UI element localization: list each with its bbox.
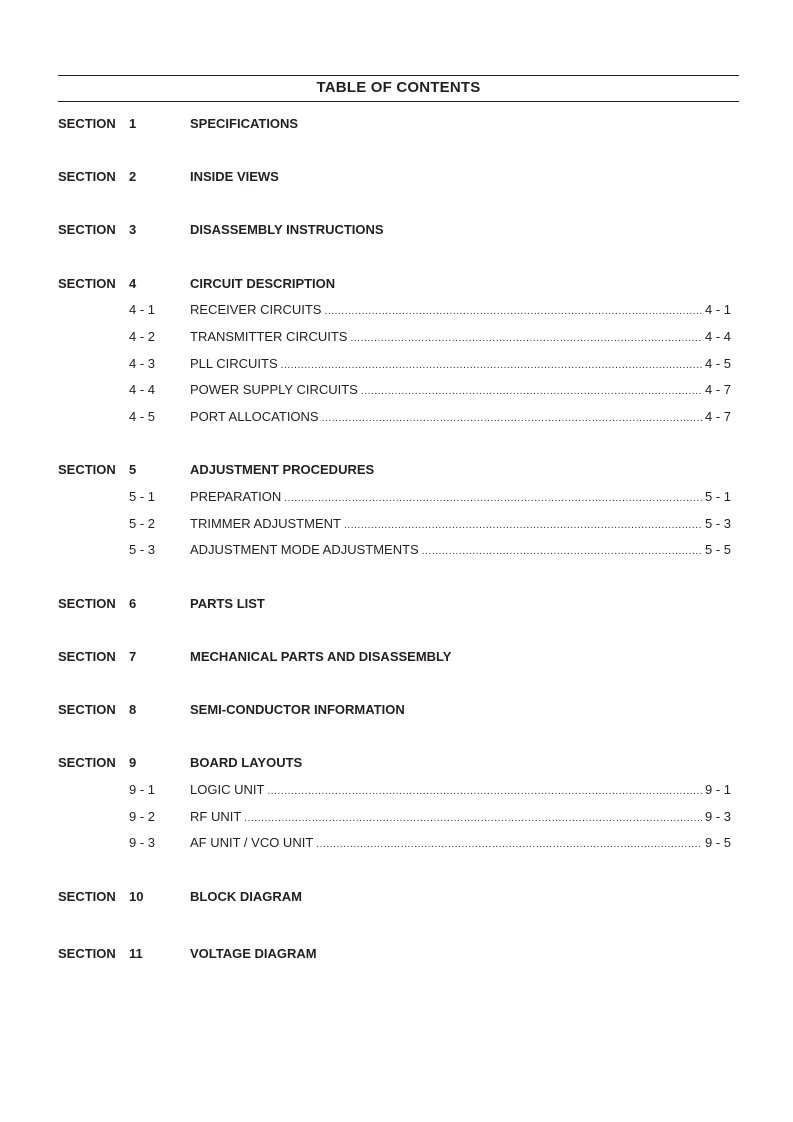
entry-leader: [190, 489, 731, 504]
dot-leader: [322, 413, 702, 424]
dot-leader: [422, 546, 702, 557]
dot-leader: [316, 839, 702, 850]
entry-number: 9 - 2: [129, 809, 156, 824]
section-row-10: [0, 889, 793, 907]
section-number: 7: [129, 649, 137, 664]
entry-leader: [190, 809, 731, 824]
toc-entry: [0, 382, 793, 400]
section-number: 4: [129, 276, 137, 291]
section-title: ADJUSTMENT PROCEDURES: [190, 462, 375, 477]
toc-entry: [0, 809, 793, 827]
entry-page: 4 - 7: [704, 382, 731, 397]
entry-page: 4 - 5: [704, 356, 731, 371]
dot-leader: [350, 333, 702, 344]
section-title: SPECIFICATIONS: [190, 116, 299, 131]
entry-page: 9 - 3: [704, 809, 731, 824]
section-number: 6: [129, 596, 137, 611]
entry-title: ADJUSTMENT MODE ADJUSTMENTS: [190, 542, 419, 557]
section-label: SECTION: [58, 462, 116, 477]
entry-title: TRANSMITTER CIRCUITS: [190, 329, 348, 344]
entry-title: AF UNIT / VCO UNIT: [190, 835, 314, 850]
dot-leader: [284, 493, 702, 504]
dot-leader: [344, 520, 702, 531]
entry-number: 4 - 4: [129, 382, 156, 397]
section-title: PARTS LIST: [190, 596, 265, 611]
entry-page: 4 - 7: [704, 409, 731, 424]
section-row-2: [0, 169, 793, 187]
entry-leader: [190, 329, 731, 344]
section-row-9: [0, 755, 793, 773]
entry-page: 9 - 5: [704, 835, 731, 850]
section-row-1: [0, 116, 793, 134]
entry-page: 9 - 1: [704, 782, 731, 797]
section-title: INSIDE VIEWS: [190, 169, 279, 184]
toc-entry: [0, 329, 793, 347]
section-row-5: [0, 462, 793, 480]
section-number: 11: [129, 946, 143, 961]
section-label: SECTION: [58, 116, 116, 131]
section-number: 10: [129, 889, 144, 904]
section-row-6: [0, 596, 793, 614]
entry-page: 5 - 1: [704, 489, 731, 504]
entry-number: 5 - 2: [129, 516, 156, 531]
entry-number: 5 - 3: [129, 542, 156, 557]
toc-entry: [0, 489, 793, 507]
section-label: SECTION: [58, 276, 116, 291]
dot-leader: [324, 306, 702, 317]
section-title: CIRCUIT DESCRIPTION: [190, 276, 336, 291]
entry-title: RECEIVER CIRCUITS: [190, 302, 322, 317]
section-number: 5: [129, 462, 137, 477]
entry-number: 9 - 1: [129, 782, 156, 797]
section-row-4: [0, 276, 793, 294]
bottom-rule: [58, 101, 739, 102]
entry-leader: [190, 516, 731, 531]
entry-leader: [190, 835, 731, 850]
section-label: SECTION: [58, 596, 116, 611]
entry-leader: [190, 382, 731, 397]
entry-page: 5 - 5: [704, 542, 731, 557]
toc-entry: [0, 782, 793, 800]
entry-number: 4 - 1: [129, 302, 156, 317]
entry-number: 9 - 3: [129, 835, 156, 850]
page-title: TABLE OF CONTENTS: [316, 79, 481, 96]
section-title: SEMI-CONDUCTOR INFORMATION: [190, 702, 405, 717]
entry-number: 4 - 5: [129, 409, 156, 424]
section-number: 9: [129, 755, 137, 770]
section-label: SECTION: [58, 169, 116, 184]
top-rule: [58, 75, 739, 76]
entry-number: 4 - 3: [129, 356, 156, 371]
section-label: SECTION: [58, 702, 116, 717]
section-label: SECTION: [58, 222, 116, 237]
entry-title: PREPARATION: [190, 489, 282, 504]
section-title: MECHANICAL PARTS AND DISASSEMBLY: [190, 649, 452, 664]
entry-leader: [190, 409, 731, 424]
toc-entry: [0, 302, 793, 320]
toc-entry: [0, 542, 793, 560]
entry-page: 4 - 4: [704, 329, 731, 344]
section-row-8: [0, 702, 793, 720]
entry-title: PLL CIRCUITS: [190, 356, 278, 371]
dot-leader: [281, 360, 702, 371]
toc-entry: [0, 516, 793, 534]
entry-page: 5 - 3: [704, 516, 731, 531]
section-row-11: [0, 946, 793, 964]
section-row-7: [0, 649, 793, 667]
dot-leader: [267, 786, 702, 797]
entry-number: 5 - 1: [129, 489, 156, 504]
section-number: 8: [129, 702, 137, 717]
section-title: BOARD LAYOUTS: [190, 755, 303, 770]
section-title: DISASSEMBLY INSTRUCTIONS: [190, 222, 384, 237]
entry-title: RF UNIT: [190, 809, 242, 824]
entry-leader: [190, 302, 731, 317]
toc-entry: [0, 835, 793, 853]
entry-title: LOGIC UNIT: [190, 782, 265, 797]
section-row-3: [0, 222, 793, 240]
section-title: VOLTAGE DIAGRAM: [190, 946, 317, 961]
section-label: SECTION: [58, 649, 116, 664]
entry-title: TRIMMER ADJUSTMENT: [190, 516, 341, 531]
entry-leader: [190, 542, 731, 557]
dot-leader: [244, 813, 702, 824]
section-label: SECTION: [58, 946, 116, 961]
entry-title: PORT ALLOCATIONS: [190, 409, 319, 424]
section-number: 2: [129, 169, 137, 184]
entry-leader: [190, 356, 731, 371]
entry-number: 4 - 2: [129, 329, 156, 344]
toc-entry: [0, 409, 793, 427]
section-number: 1: [129, 116, 137, 131]
dot-leader: [361, 386, 702, 397]
section-label: SECTION: [58, 755, 116, 770]
toc-entry: [0, 356, 793, 374]
section-number: 3: [129, 222, 137, 237]
entry-leader: [190, 782, 731, 797]
section-label: SECTION: [58, 889, 116, 904]
entry-title: POWER SUPPLY CIRCUITS: [190, 382, 358, 397]
entry-page: 4 - 1: [704, 302, 731, 317]
section-title: BLOCK DIAGRAM: [190, 889, 302, 904]
